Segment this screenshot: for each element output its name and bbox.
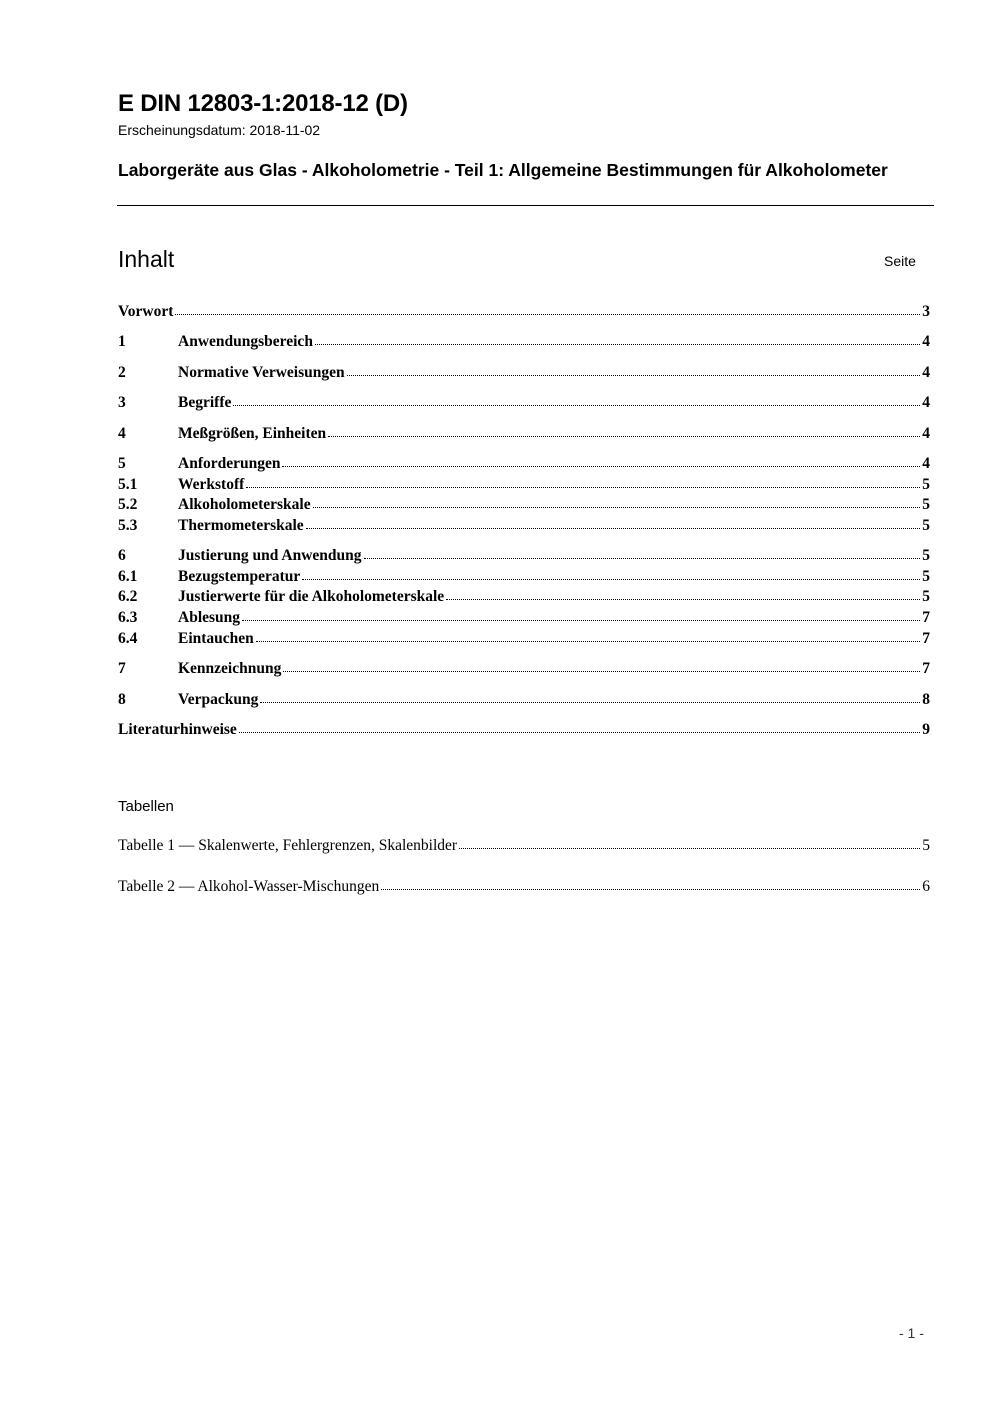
toc-entry-number: 6 [118,547,126,564]
toc-leader-dots [315,344,920,345]
toc-entry-number: 5 [118,455,126,472]
toc-entry-title: Literaturhinweise [118,721,237,738]
toc-entry-page: 9 [922,721,930,738]
toc-entry-5-3[interactable] [118,516,930,536]
table-entry-page: 5 [922,837,930,854]
publication-date: Erscheinungsdatum: 2018-11-02 [118,122,321,138]
toc-leader-dots [283,671,920,672]
toc-entry-title: Verpackung [178,691,259,708]
toc-entry-number: 5.3 [118,517,138,534]
toc-entry-page: 4 [922,333,930,350]
toc-entry-number: 6.1 [118,568,138,585]
toc-entry-7[interactable] [118,659,930,679]
toc-entry-5[interactable] [118,454,930,474]
toc-entry-4[interactable] [118,424,930,444]
toc-leader-dots [364,558,921,559]
toc-entry-page: 5 [922,568,930,585]
toc-entry-title: Meßgrößen, Einheiten [178,425,327,442]
toc-entry-page: 4 [922,364,930,381]
toc-entry-page: 5 [922,547,930,564]
toc-leader-dots [446,599,920,600]
toc-leader-dots [459,848,920,849]
toc-entry-title: Eintauchen [178,630,254,647]
title-divider [117,205,934,206]
toc-leader-dots [242,620,920,621]
toc-leader-dots [260,702,920,703]
toc-entry-title: Normative Verweisungen [178,364,345,381]
toc-entry-1[interactable] [118,332,930,352]
toc-leader-dots [381,889,920,890]
toc-entry-vorwort[interactable] [118,302,930,322]
toc-entry-title: Werkstoff [178,476,245,493]
toc-entry-6-4[interactable] [118,629,930,649]
table-entry-page: 6 [922,878,930,895]
toc-entry-2[interactable] [118,363,930,383]
toc-entry-page: 3 [922,303,930,320]
toc-entry-page: 8 [922,691,930,708]
toc-entry-number: 6.4 [118,630,138,647]
toc-leader-dots [239,732,920,733]
document-title: Laborgeräte aus Glas - Alkoholometrie - Teil 1: Allgemeine Bestimmungen für Alkoholometer [118,160,888,180]
toc-entry-title: Vorwort [118,303,174,320]
toc-entry-title: Justierwerte für die Alkoholometerskale [178,588,445,605]
toc-leader-dots [306,528,921,529]
toc-entry-page: 4 [922,425,930,442]
toc-entry-number: 6.3 [118,609,138,626]
table-list-entry-2[interactable] [118,877,930,897]
table-entry-title: Tabelle 2 — Alkohol-Wasser-Mischungen [118,878,380,895]
toc-entry-literaturhinweise[interactable] [118,720,930,740]
toc-entry-page: 5 [922,588,930,605]
toc-entry-3[interactable] [118,393,930,413]
toc-leader-dots [328,436,920,437]
toc-entry-title: Ablesung [178,609,241,626]
toc-entry-page: 5 [922,517,930,534]
toc-entry-title: Anwendungsbereich [178,333,313,350]
page-column-label: Seite [884,253,916,269]
toc-leader-dots [246,487,920,488]
table-list-entry-1[interactable] [118,836,930,856]
toc-leader-dots [233,405,920,406]
toc-entry-page: 5 [922,496,930,513]
toc-entry-number: 7 [118,660,126,677]
toc-leader-dots [256,641,920,642]
toc-entry-page: 7 [922,660,930,677]
table-entry-title: Tabelle 1 — Skalenwerte, Fehlergrenzen, Skalenbilder [118,837,458,854]
toc-entry-number: 1 [118,333,126,350]
toc-entry-6-3[interactable] [118,608,930,628]
toc-entry-title: Bezugstemperatur [178,568,301,585]
toc-heading: Inhalt [118,246,175,272]
toc-entry-page: 4 [922,394,930,411]
toc-entry-title: Begriffe [178,394,232,411]
toc-entry-6-1[interactable] [118,567,930,587]
toc-entry-number: 3 [118,394,126,411]
toc-entry-page: 7 [922,609,930,626]
toc-entry-page: 7 [922,630,930,647]
toc-entry-title: Justierung und Anwendung [178,547,362,564]
toc-entry-8[interactable] [118,690,930,710]
toc-entry-title: Thermometerskale [178,517,304,534]
toc-leader-dots [347,375,921,376]
toc-entry-number: 5.2 [118,496,138,513]
toc-leader-dots [302,579,920,580]
toc-entry-6-2[interactable] [118,587,930,607]
toc-entry-title: Alkoholometerskale [178,496,311,513]
document-identifier: E DIN 12803-1:2018-12 (D) [118,90,408,117]
page-number: - 1 - [899,1325,924,1341]
toc-entry-number: 2 [118,364,126,381]
toc-entry-5-1[interactable] [118,475,930,495]
toc-leader-dots [313,507,921,508]
toc-entry-number: 4 [118,425,126,442]
toc-entry-page: 4 [922,455,930,472]
toc-leader-dots [282,466,920,467]
toc-entry-number: 6.2 [118,588,138,605]
toc-entry-page: 5 [922,476,930,493]
toc-entry-number: 5.1 [118,476,138,493]
toc-entry-number: 8 [118,691,126,708]
toc-leader-dots [175,314,920,315]
toc-entry-5-2[interactable] [118,495,930,515]
tables-heading: Tabellen [118,798,174,815]
toc-entry-title: Kennzeichnung [178,660,282,677]
toc-entry-title: Anforderungen [178,455,281,472]
toc-entry-6[interactable] [118,546,930,566]
